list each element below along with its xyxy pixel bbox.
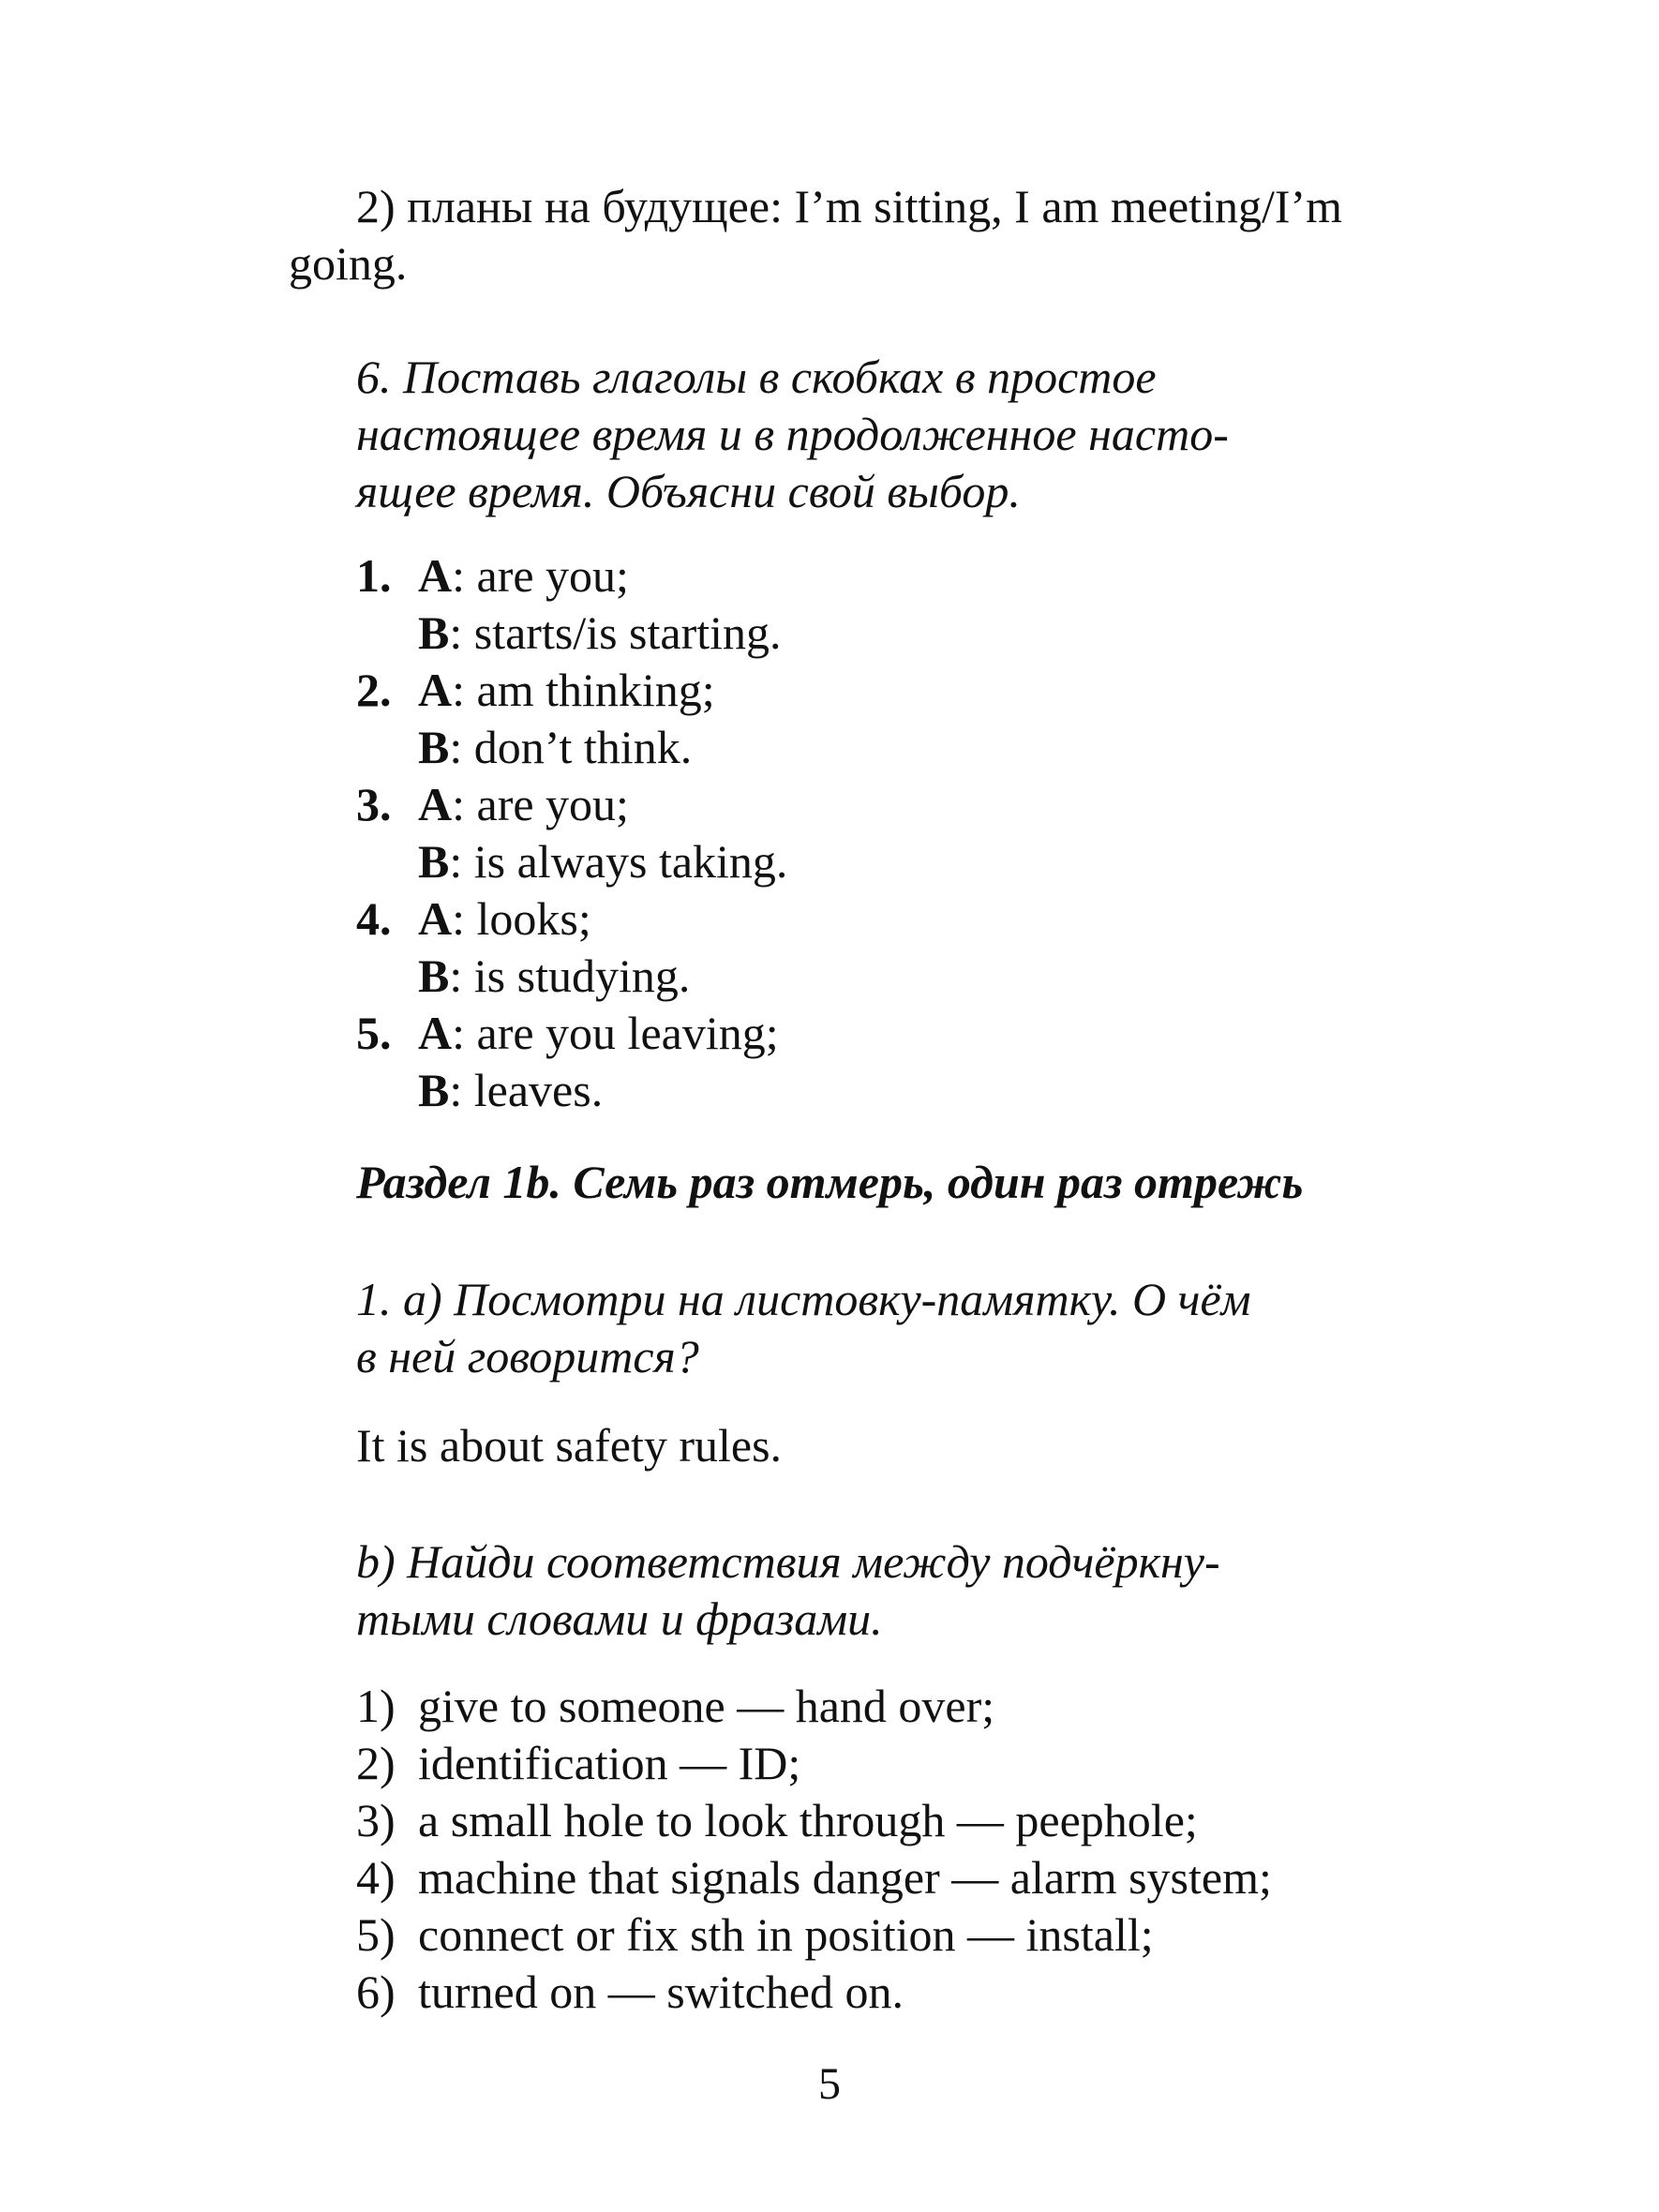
list-item-text: identification — ID; — [418, 1737, 801, 1789]
task-1b-line-1: b) Найди соответствия между подчёркну- — [356, 1535, 1220, 1588]
list-item-number: 3) — [356, 1794, 396, 1846]
speaker-b: B — [418, 835, 450, 888]
task-1a-instruction — [356, 1271, 1425, 1385]
dialog-row: B : is always taking. — [356, 833, 787, 890]
matches-list — [356, 1678, 1272, 2021]
dialog-number: 5. — [356, 1007, 392, 1059]
list-item — [356, 1849, 1272, 1906]
answer-b: starts/is starting. — [473, 606, 782, 659]
dialog-row: 4. A : looks; — [356, 890, 787, 948]
speaker-b: B — [418, 1064, 450, 1116]
dialog-row: 1. A : are you; — [356, 547, 787, 605]
section-heading: Раздел 1b. Семь раз отмерь, один раз отрежь — [356, 1156, 1304, 1208]
answer-b: is always taking. — [473, 835, 788, 888]
speaker-b: B — [418, 721, 450, 773]
speaker-b: B — [418, 606, 450, 659]
task-1b-instruction — [356, 1533, 1425, 1648]
future-plans-line-1: 2) планы на будущее: I’m sitting, I am meeting/I’m — [356, 180, 1343, 232]
dialog-number: 3. — [356, 778, 392, 830]
task-1a-line-1: 1. a) Посмотри на листовку-памятку. О чём — [356, 1273, 1251, 1325]
list-item — [356, 1906, 1272, 1964]
list-item-text: give to someone — hand over; — [418, 1680, 995, 1732]
dialog-row: B : is studying. — [356, 948, 787, 1005]
answer-b: leaves. — [473, 1064, 604, 1116]
speaker-a: A — [418, 1007, 453, 1059]
speaker-a: A — [418, 778, 453, 830]
list-item-number: 1) — [356, 1680, 396, 1732]
future-plans-paragraph — [289, 178, 1432, 292]
list-item-text: a small hole to look through — peephole; — [418, 1794, 1198, 1846]
list-item-number: 2) — [356, 1737, 396, 1789]
dialog-row: 2. A : am thinking; — [356, 662, 787, 719]
speaker-a: A — [418, 664, 453, 716]
answer-a: looks; — [476, 892, 591, 945]
task-1b-line-2: тыми словами и фразами. — [356, 1592, 883, 1645]
list-item — [356, 1964, 1272, 2021]
task-1a-line-2: в ней говорится? — [356, 1330, 699, 1382]
answer-b: is studying. — [473, 949, 691, 1002]
list-item — [356, 1735, 1272, 1792]
dialog-row: B : don’t think. — [356, 719, 787, 776]
page-number: 5 — [818, 2059, 841, 2109]
task-6-answers — [356, 547, 787, 1119]
dialog-row: 5. A : are you leaving; — [356, 1005, 787, 1062]
task-6-line-1: 6. Поставь глаголы в скобках в простое — [356, 351, 1157, 403]
answer-a: are you leaving; — [476, 1007, 779, 1059]
list-item-text: connect or fix sth in position — install; — [418, 1908, 1154, 1961]
future-plans-line-2: going. — [289, 237, 408, 290]
answer-b: don’t think. — [473, 721, 693, 773]
task-6-line-2: настоящее время и в продолженное насто- — [356, 408, 1229, 460]
task-6-instruction — [356, 349, 1425, 520]
speaker-b: B — [418, 949, 450, 1002]
list-item — [356, 1678, 1272, 1735]
task-1a-answer: It is about safety rules. — [356, 1419, 783, 1472]
dialog-number: 1. — [356, 549, 392, 602]
task-6-line-3: ящее время. Объясни свой выбор. — [356, 465, 1021, 517]
list-item-text: turned on — switched on. — [418, 1965, 904, 2018]
list-item-number: 5) — [356, 1908, 396, 1961]
dialog-number: 2. — [356, 664, 392, 716]
list-item-text: machine that signals danger — alarm system; — [418, 1851, 1272, 1904]
answer-a: are you; — [476, 778, 629, 830]
speaker-a: A — [418, 892, 453, 945]
dialog-row: 3. A : are you; — [356, 776, 787, 833]
dialog-row: B : leaves. — [356, 1062, 787, 1119]
speaker-a: A — [418, 549, 453, 602]
dialog-number: 4. — [356, 892, 392, 945]
dialog-row: B : starts/is starting. — [356, 605, 787, 662]
answer-a: am thinking; — [476, 664, 715, 716]
answer-a: are you; — [476, 549, 629, 602]
list-item — [356, 1792, 1272, 1849]
list-item-number: 6) — [356, 1965, 396, 2018]
list-item-number: 4) — [356, 1851, 396, 1904]
